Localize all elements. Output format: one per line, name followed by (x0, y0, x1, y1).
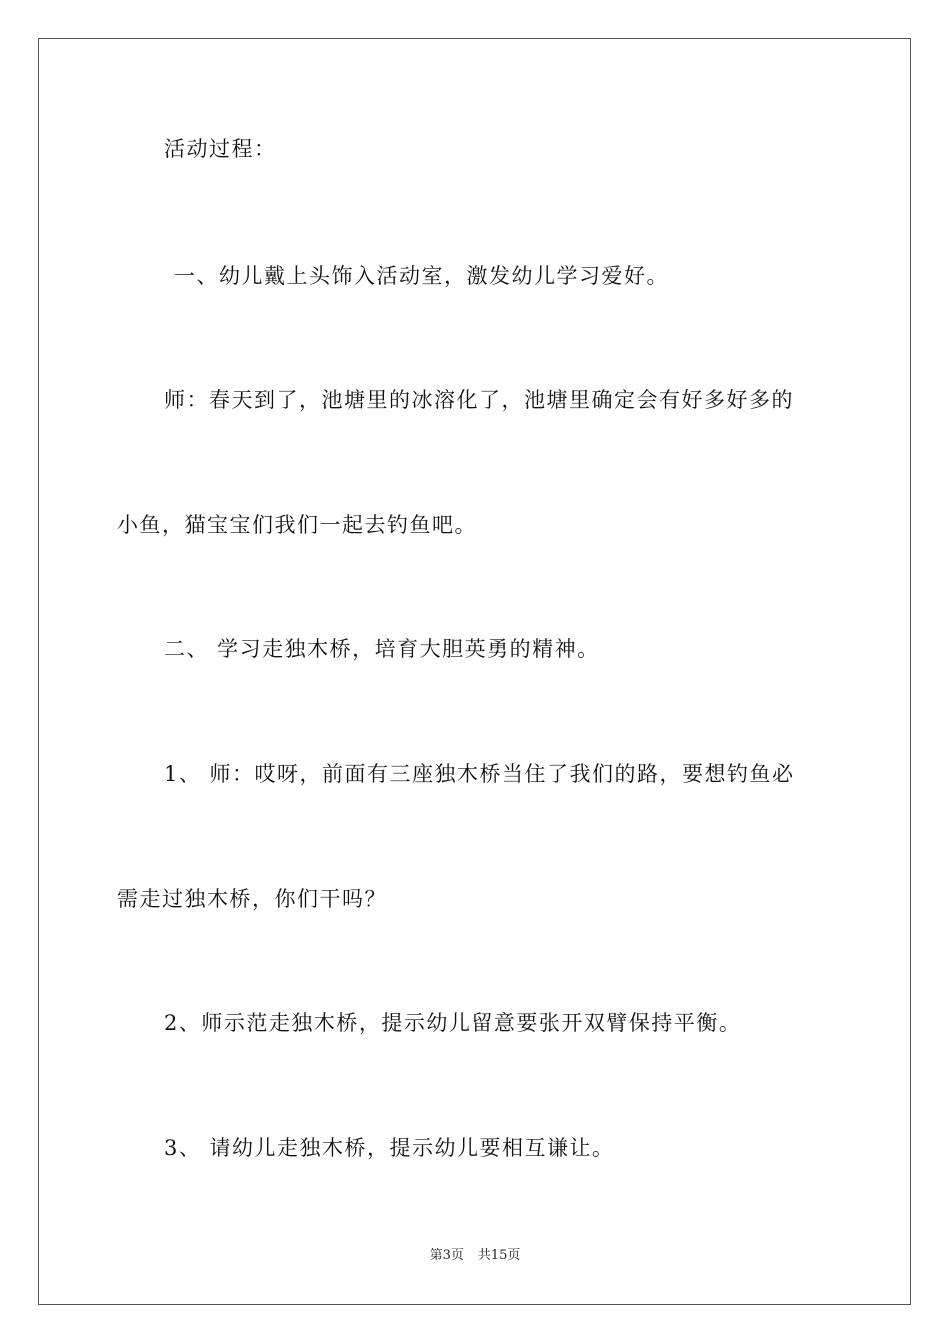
page-footer (0, 1248, 950, 1264)
page-total: 共15页 (477, 1248, 521, 1263)
paragraph-step-three: 3、 请幼儿走独木桥，提示幼儿要相互谦让。 (164, 1136, 615, 1160)
paragraph-activity-process: 活动过程： (164, 137, 277, 161)
page-number: 第3页 (429, 1248, 464, 1263)
page-frame (38, 38, 911, 1305)
paragraph-step-two: 2、师示范走独木桥，提示幼儿留意要张开双臂保持平衡。 (164, 1011, 742, 1035)
paragraph-step-one-line1: 1、 师：哎呀，前面有三座独木桥当住了我们的路，要想钓鱼必 (164, 762, 795, 786)
paragraph-teacher-spring-line2: 小鱼，猫宝宝们我们一起去钓鱼吧。 (117, 513, 477, 537)
paragraph-section-one: 一、幼儿戴上头饰入活动室，激发幼儿学习爱好。 (174, 264, 669, 288)
paragraph-teacher-spring-line1: 师：春天到了，池塘里的冰溶化了，池塘里确定会有好多好多的 (164, 388, 794, 412)
paragraph-section-two: 二、 学习走独木桥，培育大胆英勇的精神。 (164, 637, 600, 661)
paragraph-step-one-line2: 需走过独木桥，你们干吗？ (117, 887, 387, 911)
